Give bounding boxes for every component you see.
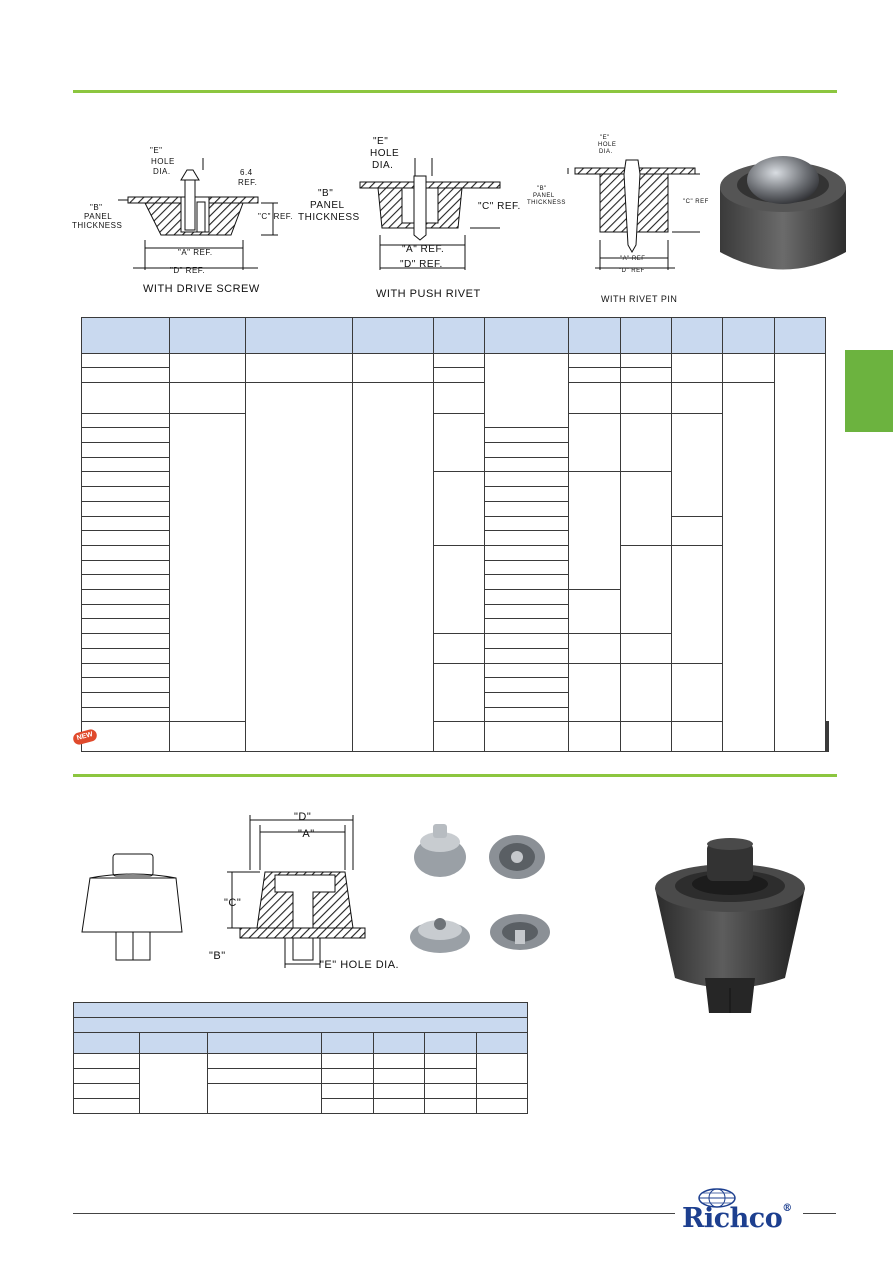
drive-screw-label-c: "C" REF. [258,212,294,221]
table2-subtitle-cell [74,1018,528,1033]
brand-logo-text: Richco [682,1203,783,1234]
bumper-large-photo [645,838,815,1018]
table2-header-cell [207,1033,322,1054]
table1-header-cell [82,318,170,354]
push-rivet-label-e: "E" [373,136,389,147]
section-divider-top [73,90,837,93]
table2-header-cell [373,1033,424,1054]
table2-header-cell [74,1033,140,1054]
push-rivet-label-a: "A" REF. [402,244,445,255]
rivet-pin-label-hole: HOLE [598,142,617,148]
table1-header-cell [620,318,671,354]
table1-header-cell [434,318,484,354]
rivet-pin-label-b: "B" [537,186,547,192]
table1-header-cell [484,318,569,354]
footer-rule [73,1213,675,1214]
bumper-product-photo [718,152,848,277]
footer-rule-right [803,1213,836,1214]
bumper-label-e: "E" HOLE DIA. [320,959,400,971]
rivet-pin-label-dia: DIA. [599,149,613,155]
drive-screw-label-b: "B" [90,203,103,212]
rivet-pin-label-panel: PANEL [533,193,555,199]
table1-header-cell [245,318,353,354]
table1-header-cell [569,318,620,354]
table2-header-cell [322,1033,373,1054]
push-rivet-label-dia: DIA. [372,160,394,171]
drive-screw-label-ref: REF. [238,178,258,187]
table1-header-cell [723,318,774,354]
table1-header-cell [774,318,825,354]
push-rivet-label-panel: PANEL [310,200,345,211]
rivet-pin-label-c: "C" REF [683,199,709,205]
table2-header-cell [140,1033,207,1054]
push-rivet-caption: WITH PUSH RIVET [376,288,481,300]
bumper-label-a: "A" [298,828,315,840]
table1-header-cell [672,318,723,354]
specs-table-1 [81,317,829,752]
push-rivet-label-thickness: THICKNESS [298,212,360,223]
table2-title-cell [74,1003,528,1018]
push-rivet-label-b: "B" [318,188,334,199]
drive-screw-caption: WITH DRIVE SCREW [143,283,260,295]
drive-screw-label-a: "A" REF. [178,248,213,257]
specs-table-2 [73,1002,528,1114]
bumper-label-d: "D" [294,811,312,823]
table1-header-cell [353,318,434,354]
drive-screw-label-panel: PANEL [84,212,113,221]
drive-screw-label-e: "E" [150,146,163,155]
drive-screw-label-d: "D" REF. [170,266,206,275]
table2-header-cell [476,1033,528,1054]
bumper-label-c: "C" [224,897,242,909]
rivet-pin-label-d: "D" REF [619,268,645,274]
rivet-pin-label-a: "A" REF [620,256,646,262]
registered-mark: ® [782,1203,792,1214]
rivet-pin-caption: WITH RIVET PIN [601,294,678,304]
new-badge: NEW [72,728,98,746]
drive-screw-label-thickness: THICKNESS [72,221,123,230]
bumper-side-view-drawing [78,852,188,964]
push-rivet-label-c: "C" REF. [478,201,521,212]
push-rivet-label-d: "D" REF. [400,259,443,270]
rivet-pin-label-e: "E" [600,135,610,141]
brand-logo [682,1203,792,1234]
drive-screw-label-ref-value: 6.4 [240,168,253,177]
bumper-label-b: "B" [209,950,226,962]
bumper-product-photos-grid [405,812,565,972]
drive-screw-label-dia: DIA. [153,167,171,176]
rivet-pin-label-thickness: THICKNESS [527,200,566,206]
side-section-tab [845,350,893,432]
section-divider-middle [73,774,837,777]
table2-header-cell [425,1033,476,1054]
push-rivet-label-hole: HOLE [370,148,400,159]
bumper-section-drawing [215,810,375,970]
table1-header-cell [169,318,245,354]
drive-screw-label-hole: HOLE [151,157,175,166]
